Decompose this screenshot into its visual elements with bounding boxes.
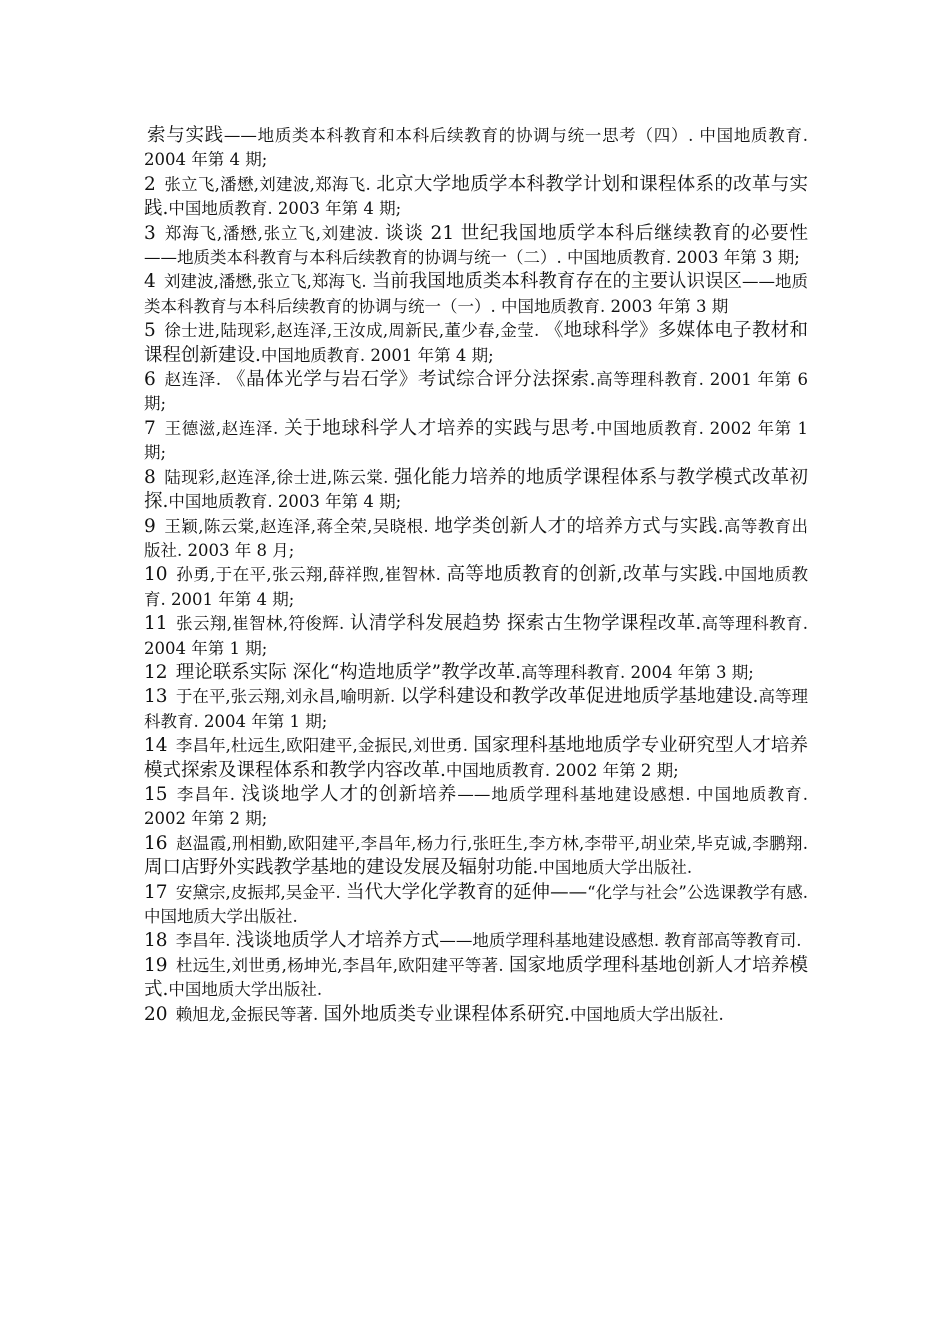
reference-number: 15 — [144, 783, 168, 805]
reference-entry — [144, 832, 808, 881]
reference-entry — [144, 270, 808, 319]
reference-authors: 张立飞,潘懋,刘建波,郑海飞. — [164, 174, 371, 194]
reference-number: 7 — [144, 417, 156, 439]
reference-authors: 赵温霞,刑相勤,欧阳建平,李昌年,杨力行,张旺生,李方林,李带平,胡业荣,毕克诚,李鹏翔. — [176, 833, 808, 853]
reference-title: 周口店野外实践教学基地的建设发展及辐射功能. — [144, 857, 539, 879]
reference-entry — [144, 734, 808, 783]
reference-authors: 刘建波,潘懋,张立飞,郑海飞. — [164, 272, 367, 292]
reference-number: 13 — [144, 686, 168, 708]
reference-entry — [144, 173, 808, 222]
reference-title: 高等地质教育的创新,改革与实践. — [446, 564, 724, 586]
reference-source: ——地质学理科基地建设感想. 中国地质教育. 2002 年第 2 期; — [144, 784, 808, 829]
reference-source: ——地质学理科基地建设感想. 教育部高等教育司. — [439, 931, 802, 951]
reference-number: 14 — [144, 735, 168, 757]
reference-source: 中国地质大学出版社. — [569, 1004, 724, 1024]
reference-source: 中国地质教育. 2001 年第 4 期; — [144, 565, 808, 609]
reference-title: 当前我国地质类本科教育存在的主要认识误区 — [371, 271, 742, 293]
reference-entry — [144, 881, 808, 930]
reference-title: 浅谈地质学人才培养方式 — [235, 930, 440, 952]
reference-title: 《晶体光学与岩石学》考试综合评分法探索. — [226, 369, 596, 391]
reference-entry — [144, 929, 808, 953]
reference-entry — [144, 124, 808, 173]
reference-number: 2 — [144, 173, 156, 195]
reference-entry — [144, 783, 808, 832]
reference-title: 认清学科发展趋势 探索古生物学课程改革. — [349, 613, 702, 635]
reference-authors: 张云翔,崔智林,符俊辉. — [176, 614, 345, 634]
reference-entry — [144, 222, 808, 271]
reference-title: 国家理科基地地质学专业研究型人才培养模式探索及课程体系和教学内容改革. — [144, 735, 808, 781]
reference-number: 16 — [144, 832, 168, 854]
reference-authors: 王颖,陈云棠,赵连泽,蒋全荣,吴晓根. — [164, 516, 429, 536]
reference-authors: 徐士进,陆现彩,赵连泽,王汝成,周新民,董少春,金莹. — [164, 321, 540, 341]
reference-source: ——地质类本科教育和本科后续教育的协调与统一思考（四）. 中国地质教育. 2004 年第 4 期; — [144, 126, 808, 170]
reference-source: 高等理科教育. 2004 年第 1 期; — [144, 687, 809, 731]
reference-entry — [144, 954, 808, 1003]
reference-title: 国外地质类专业课程体系研究. — [323, 1003, 570, 1025]
reference-source: 中国地质教育. 2002 年第 2 期; — [445, 760, 679, 780]
reference-title: 国家地质学理科基地创新人才培养模式. — [144, 954, 808, 1001]
reference-title: 关于地球科学人才培养的实践与思考. — [284, 417, 596, 439]
reference-entry — [144, 661, 808, 685]
reference-number: 8 — [144, 466, 156, 488]
reference-authors: 赵连泽. — [164, 370, 222, 390]
reference-authors: 郑海飞,潘懋,张立飞,刘建波. — [164, 223, 380, 243]
reference-title: 《地球科学》多媒体电子教材和课程创新建设. — [144, 320, 808, 366]
reference-entry — [144, 612, 808, 661]
reference-entry — [144, 466, 808, 515]
reference-source: 中国地质教育. 2002 年第 1 期; — [144, 418, 809, 463]
reference-source: 高等理科教育. 2004 年第 3 期; — [520, 662, 754, 682]
reference-authors: 李昌年. — [175, 931, 231, 951]
reference-entry — [144, 1003, 808, 1027]
reference-title: 强化能力培养的地质学课程体系与教学模式改革初探. — [144, 466, 809, 513]
reference-title: 以学科建设和教学改革促进地质学基地建设. — [400, 686, 759, 708]
reference-entry — [144, 515, 808, 564]
reference-authors: 赖旭龙,金振民等著. — [175, 1004, 319, 1024]
reference-entry — [144, 417, 808, 466]
reference-number: 6 — [144, 369, 156, 391]
reference-source: 高等理科教育. 2004 年第 1 期; — [144, 614, 809, 658]
reference-number: 19 — [144, 954, 168, 976]
reference-source: 高等理科教育. 2001 年第 6 期; — [144, 370, 809, 414]
reference-entry — [144, 685, 808, 734]
reference-number: 5 — [144, 320, 156, 342]
reference-source: 中国地质教育. 2001 年第 4 期; — [260, 345, 494, 365]
reference-authors: 李昌年,杜远生,欧阳建平,金振民,刘世勇. — [175, 736, 469, 756]
reference-title: 当代大学化学教育的延伸—— — [346, 881, 588, 903]
reference-entry — [144, 563, 808, 612]
reference-number: 3 — [144, 222, 156, 244]
reference-number: 9 — [144, 515, 156, 537]
reference-authors: 孙勇,于在平,张云翔,薛祥煦,崔智林. — [176, 565, 441, 585]
reference-entry — [144, 368, 808, 417]
reference-authors: 安黛宗,皮振邦,吴金平. — [175, 882, 341, 902]
reference-source: ——地质类本科教育与本科后续教育的协调与统一（二）. 中国地质教育. 2003 年第 3 期; — [144, 248, 800, 268]
reference-source: 高等教育出版社. 2003 年 8 月; — [144, 516, 808, 560]
reference-title: 北京大学地质学本科教学计划和课程体系的改革与实践. — [144, 173, 808, 220]
reference-source: ——地质类本科教育与本科后续教育的协调与统一（一）. 中国地质教育. 2003 年第 3 期 — [144, 272, 809, 316]
reference-title: 理论联系实际 深化“构造地质学”教学改革. — [175, 661, 521, 683]
reference-title: 浅谈地学人才的创新培养 — [241, 783, 458, 805]
reference-number: 11 — [144, 613, 168, 635]
reference-authors: 杜远生,刘世勇,杨坤光,李昌年,欧阳建平等著. — [176, 955, 504, 975]
reference-source: 中国地质教育. 2003 年第 4 期; — [168, 199, 402, 219]
reference-list — [144, 124, 808, 1027]
reference-authors: 王德滋,赵连泽. — [164, 418, 279, 438]
reference-authors: 李昌年. — [176, 784, 236, 804]
reference-number: 17 — [144, 881, 168, 903]
reference-title: 地学类创新人才的培养方式与实践. — [434, 515, 724, 537]
reference-number: 18 — [144, 930, 168, 952]
reference-title: 谈谈 21 世纪我国地质学本科后继续教育的必要性 — [385, 222, 809, 244]
reference-source: “化学与社会”公选课教学有感. 中国地质大学出版社. — [144, 882, 809, 926]
reference-number: 20 — [144, 1003, 168, 1025]
reference-source: 中国地质大学出版社. — [538, 858, 693, 878]
reference-number: 12 — [144, 661, 168, 683]
reference-number: 4 — [144, 271, 156, 293]
reference-authors: 陆现彩,赵连泽,徐士进,陈云棠. — [164, 467, 389, 487]
reference-source: 中国地质教育. 2003 年第 4 期; — [168, 492, 402, 512]
reference-source: 中国地质大学出版社. — [168, 980, 323, 1000]
reference-entry — [144, 319, 808, 368]
reference-authors: 于在平,张云翔,刘永昌,喻明新. — [175, 687, 396, 707]
reference-title: 索与实践 — [147, 125, 224, 146]
reference-number: 10 — [144, 564, 168, 586]
